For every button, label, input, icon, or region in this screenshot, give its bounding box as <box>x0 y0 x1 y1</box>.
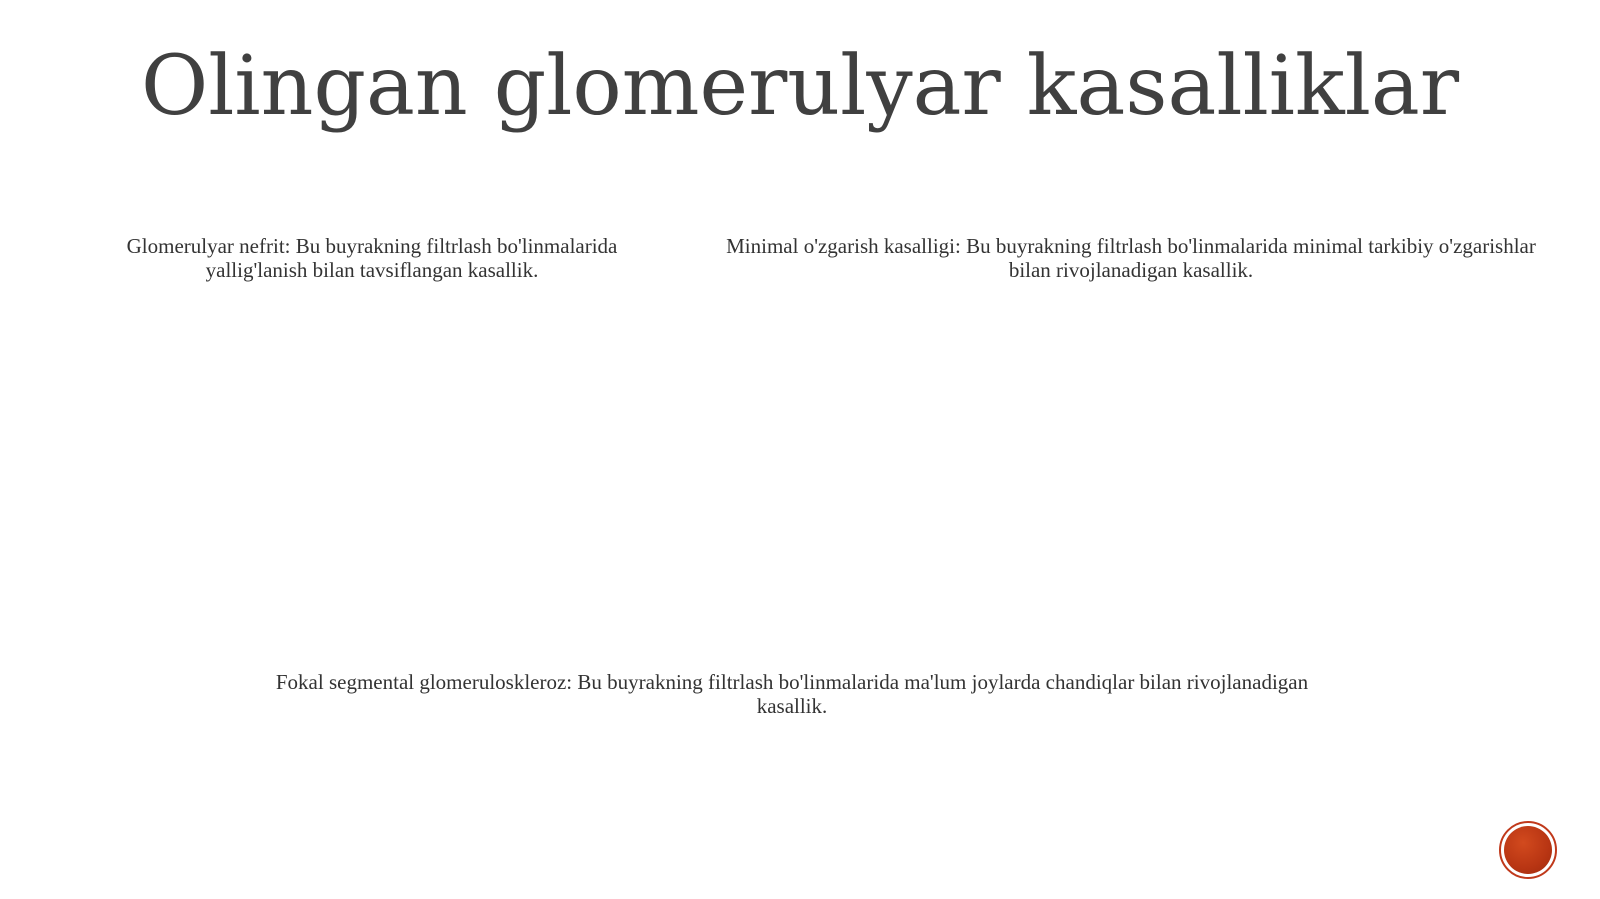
slide-nav-button[interactable] <box>1499 821 1557 879</box>
text-block-glomerulyar-nefrit: Glomerulyar nefrit: Bu buyrakning filtrlash bo'linmalarida yallig'lanish bilan tavsiflangan kasallik. <box>126 234 618 282</box>
circle-nav-icon <box>1504 826 1552 874</box>
text-block-fokal-segmental: Fokal segmental glomeruloskleroz: Bu buyrakning filtrlash bo'linmalarida ma'lum joylarda chandiqlar bilan rivojlanadigan kasallik. <box>275 670 1309 718</box>
slide-title: Olingan glomerulyar kasalliklar <box>140 39 1460 134</box>
text-block-minimal-ozgarish: Minimal o'zgarish kasalligi: Bu buyrakning filtrlash bo'linmalarida minimal tarkibiy o'zgarishlar bilan rivojlanadigan kasallik. <box>726 234 1536 282</box>
